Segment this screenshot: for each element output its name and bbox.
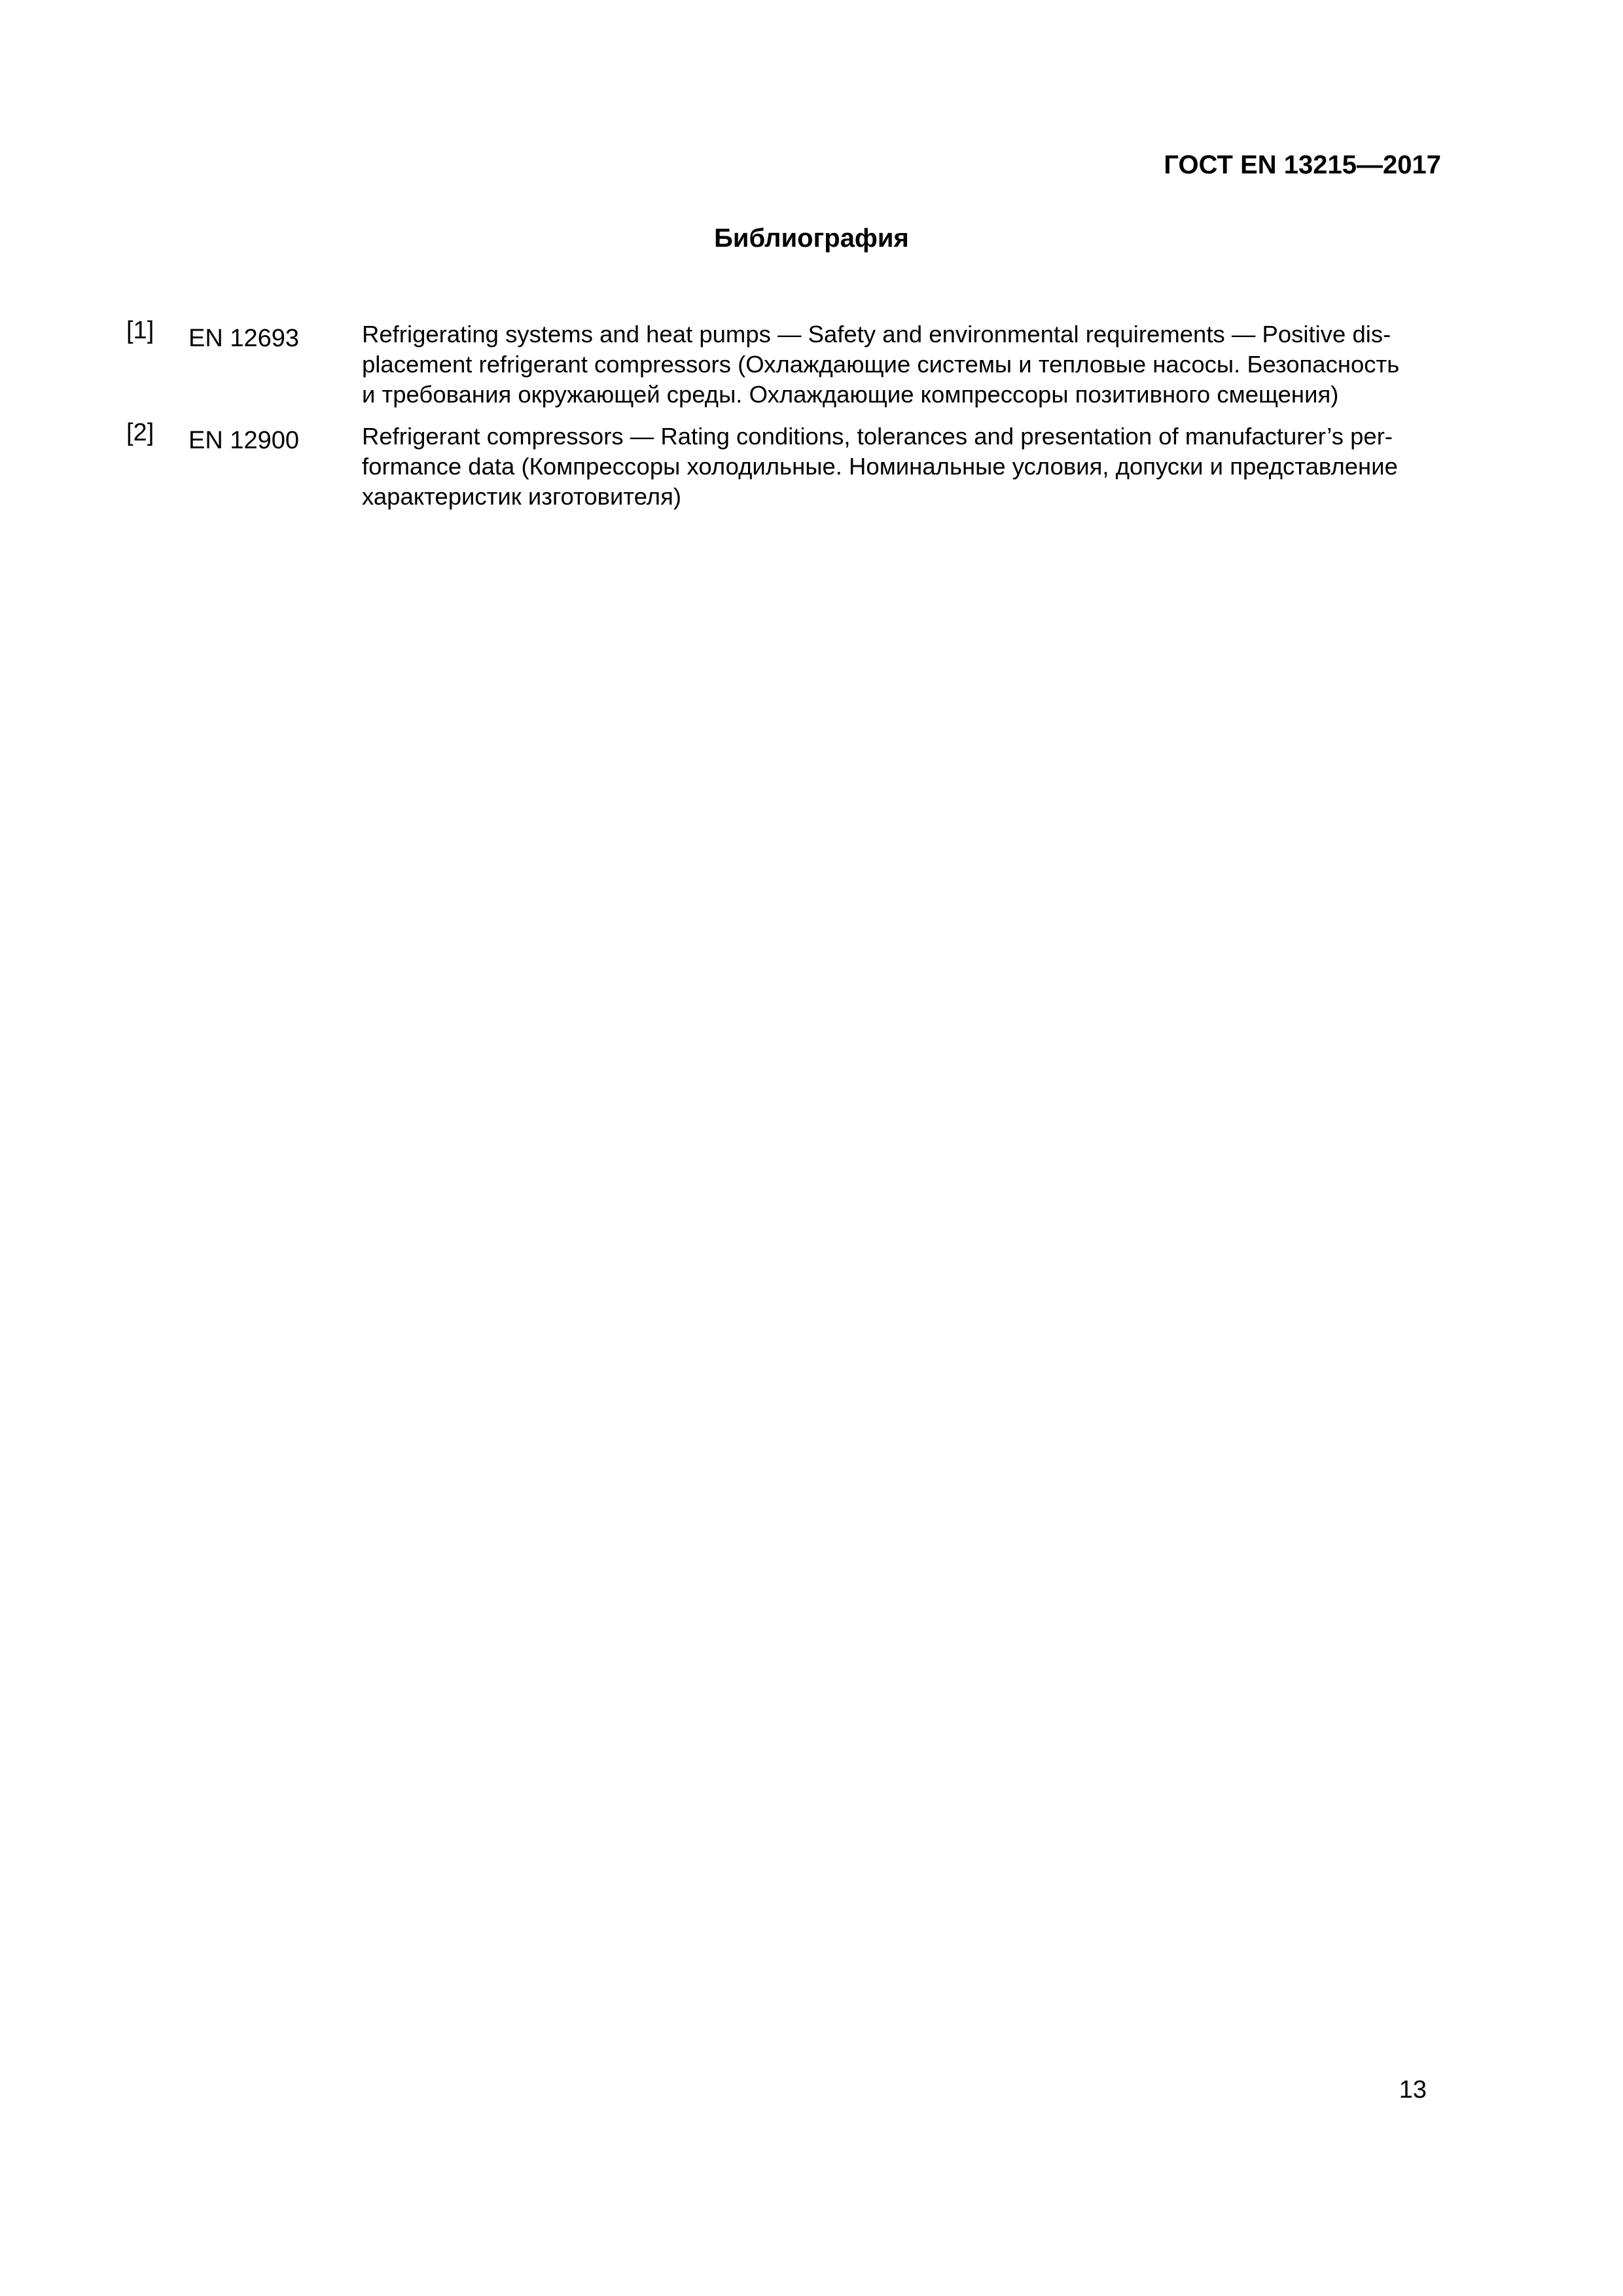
- bibliography-entry-code: EN 12900: [188, 427, 300, 454]
- bibliography-entry-text-line: formance data (Компрессоры холодильные. Номинальные условия, допуски и представление: [362, 453, 1398, 480]
- bibliography-entry: [126, 419, 1440, 512]
- bibliography-entry-text: [362, 319, 1440, 410]
- bibliography-entry-number: [2]: [126, 419, 154, 446]
- bibliography-entry: [126, 319, 1440, 410]
- section-title: Библиография: [714, 224, 909, 253]
- page-number: 13: [1399, 2076, 1427, 2104]
- bibliography-entry-number: [1]: [126, 317, 154, 344]
- bibliography-entry-text-line: Refrigerating systems and heat pumps — Safety and environmental requirements — Positive dis-: [362, 321, 1391, 348]
- document-code-header: ГОСТ EN 13215—2017: [1164, 151, 1441, 179]
- bibliography-entry-text-line: Refrigerant compressors — Rating conditions, tolerances and presentation of manufacturer’s per-: [362, 423, 1393, 450]
- bibliography-entry-text-line: характеристик изготовителя): [362, 483, 682, 510]
- bibliography-entry-text: [362, 422, 1440, 512]
- bibliography-entry-text-line: placement refrigerant compressors (Охлаждающие системы и тепловые насосы. Безопасность: [362, 351, 1400, 378]
- bibliography-list: [126, 319, 1440, 524]
- bibliography-entry-code: EN 12693: [188, 325, 300, 352]
- bibliography-entry-text-line: и требования окружающей среды. Охлаждающие компрессоры позитивного смещения): [362, 381, 1339, 408]
